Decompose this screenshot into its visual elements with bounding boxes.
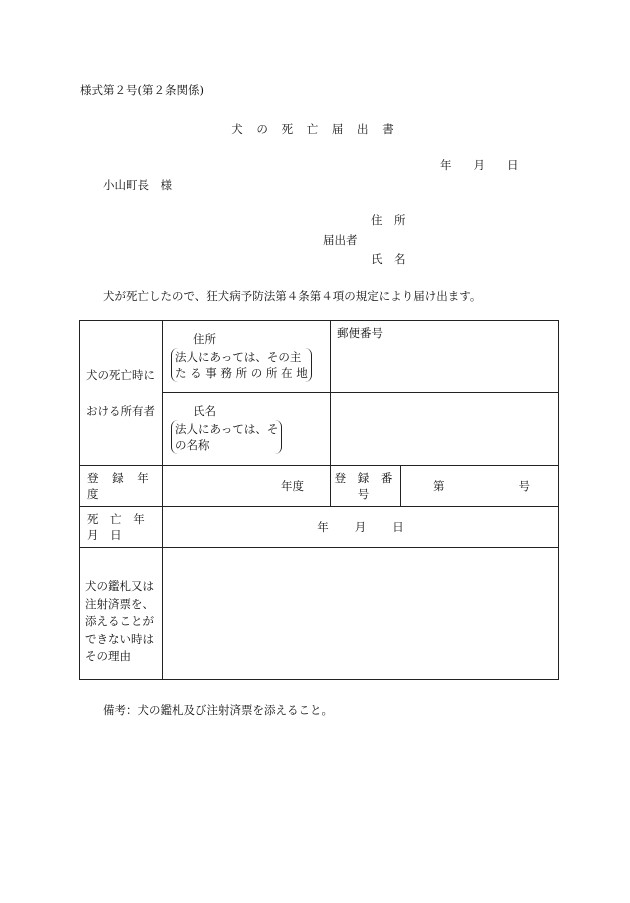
registration-year-label: 登 録 年 度 xyxy=(80,466,163,507)
owner-heading-line2: おける所有者 xyxy=(86,404,155,418)
registration-number-label: 登 録 番 号 xyxy=(331,466,401,507)
name-label: 氏名 xyxy=(193,404,216,418)
date-month-label: 月 xyxy=(473,158,485,172)
name-note-line2: の名称 xyxy=(175,438,210,452)
name-label-cell xyxy=(163,393,331,466)
death-date-label: 死 亡 年 月 日 xyxy=(80,507,163,548)
death-date-row xyxy=(80,507,559,548)
owner-heading-cell xyxy=(80,321,163,466)
intro-text: 犬が死亡したので、狂犬病予防法第４条第４項の規定により届け出ます。 xyxy=(103,289,482,303)
reason-label xyxy=(80,548,163,680)
registration-year-input[interactable]: 年度 xyxy=(163,466,331,507)
address-note xyxy=(171,348,312,382)
recipient: 小山町長 様 xyxy=(103,178,172,192)
applicant-name-label: 氏 名 xyxy=(371,252,406,266)
postal-code-label: 郵便番号 xyxy=(337,326,383,340)
name-input-cell[interactable] xyxy=(331,393,559,466)
applicant-address-label: 住 所 xyxy=(371,213,406,227)
owner-form-table xyxy=(79,320,559,680)
owner-heading-line1: 犬の死亡時に xyxy=(86,368,155,382)
death-date-input[interactable] xyxy=(163,507,559,548)
address-input-cell[interactable] xyxy=(331,321,559,393)
name-note-line1: 法人にあっては、そ xyxy=(175,422,279,436)
address-note-line2: た る 事 務 所 の 所 在 地 xyxy=(175,366,308,380)
form-number: 様式第２号(第２条関係) xyxy=(80,83,204,97)
applicant-label: 届出者 xyxy=(323,233,358,247)
death-date-month: 月 xyxy=(354,520,367,534)
address-label-cell xyxy=(163,321,331,393)
address-row xyxy=(80,321,559,393)
reason-label-line: その理由 xyxy=(85,649,131,663)
reason-label-line: 犬の鑑札又は xyxy=(85,579,154,593)
death-date-year: 年 xyxy=(317,520,329,534)
name-note xyxy=(171,420,282,454)
submission-date xyxy=(440,157,519,173)
document-title: 犬 の 死 亡 届 出 書 xyxy=(231,122,399,136)
registration-number-suffix: 号 xyxy=(518,479,530,493)
reason-label-line: 添えることが xyxy=(85,614,154,628)
registration-number-prefix: 第 xyxy=(433,479,445,493)
reason-label-line: 注射済票を、 xyxy=(85,596,154,611)
date-year-label: 年 xyxy=(440,158,452,172)
registration-row xyxy=(80,466,559,507)
registration-number-input[interactable] xyxy=(401,466,559,507)
death-date-day: 日 xyxy=(392,520,404,534)
reason-row xyxy=(80,548,559,680)
reason-input[interactable] xyxy=(163,548,559,680)
address-label: 住所 xyxy=(193,332,216,346)
reason-label-line: できない時は xyxy=(85,631,154,646)
remark-note: 備考：犬の鑑札及び注射済票を添えること。 xyxy=(103,703,333,717)
address-note-line1: 法人にあっては、その主 xyxy=(175,350,302,364)
date-day-label: 日 xyxy=(507,158,519,172)
